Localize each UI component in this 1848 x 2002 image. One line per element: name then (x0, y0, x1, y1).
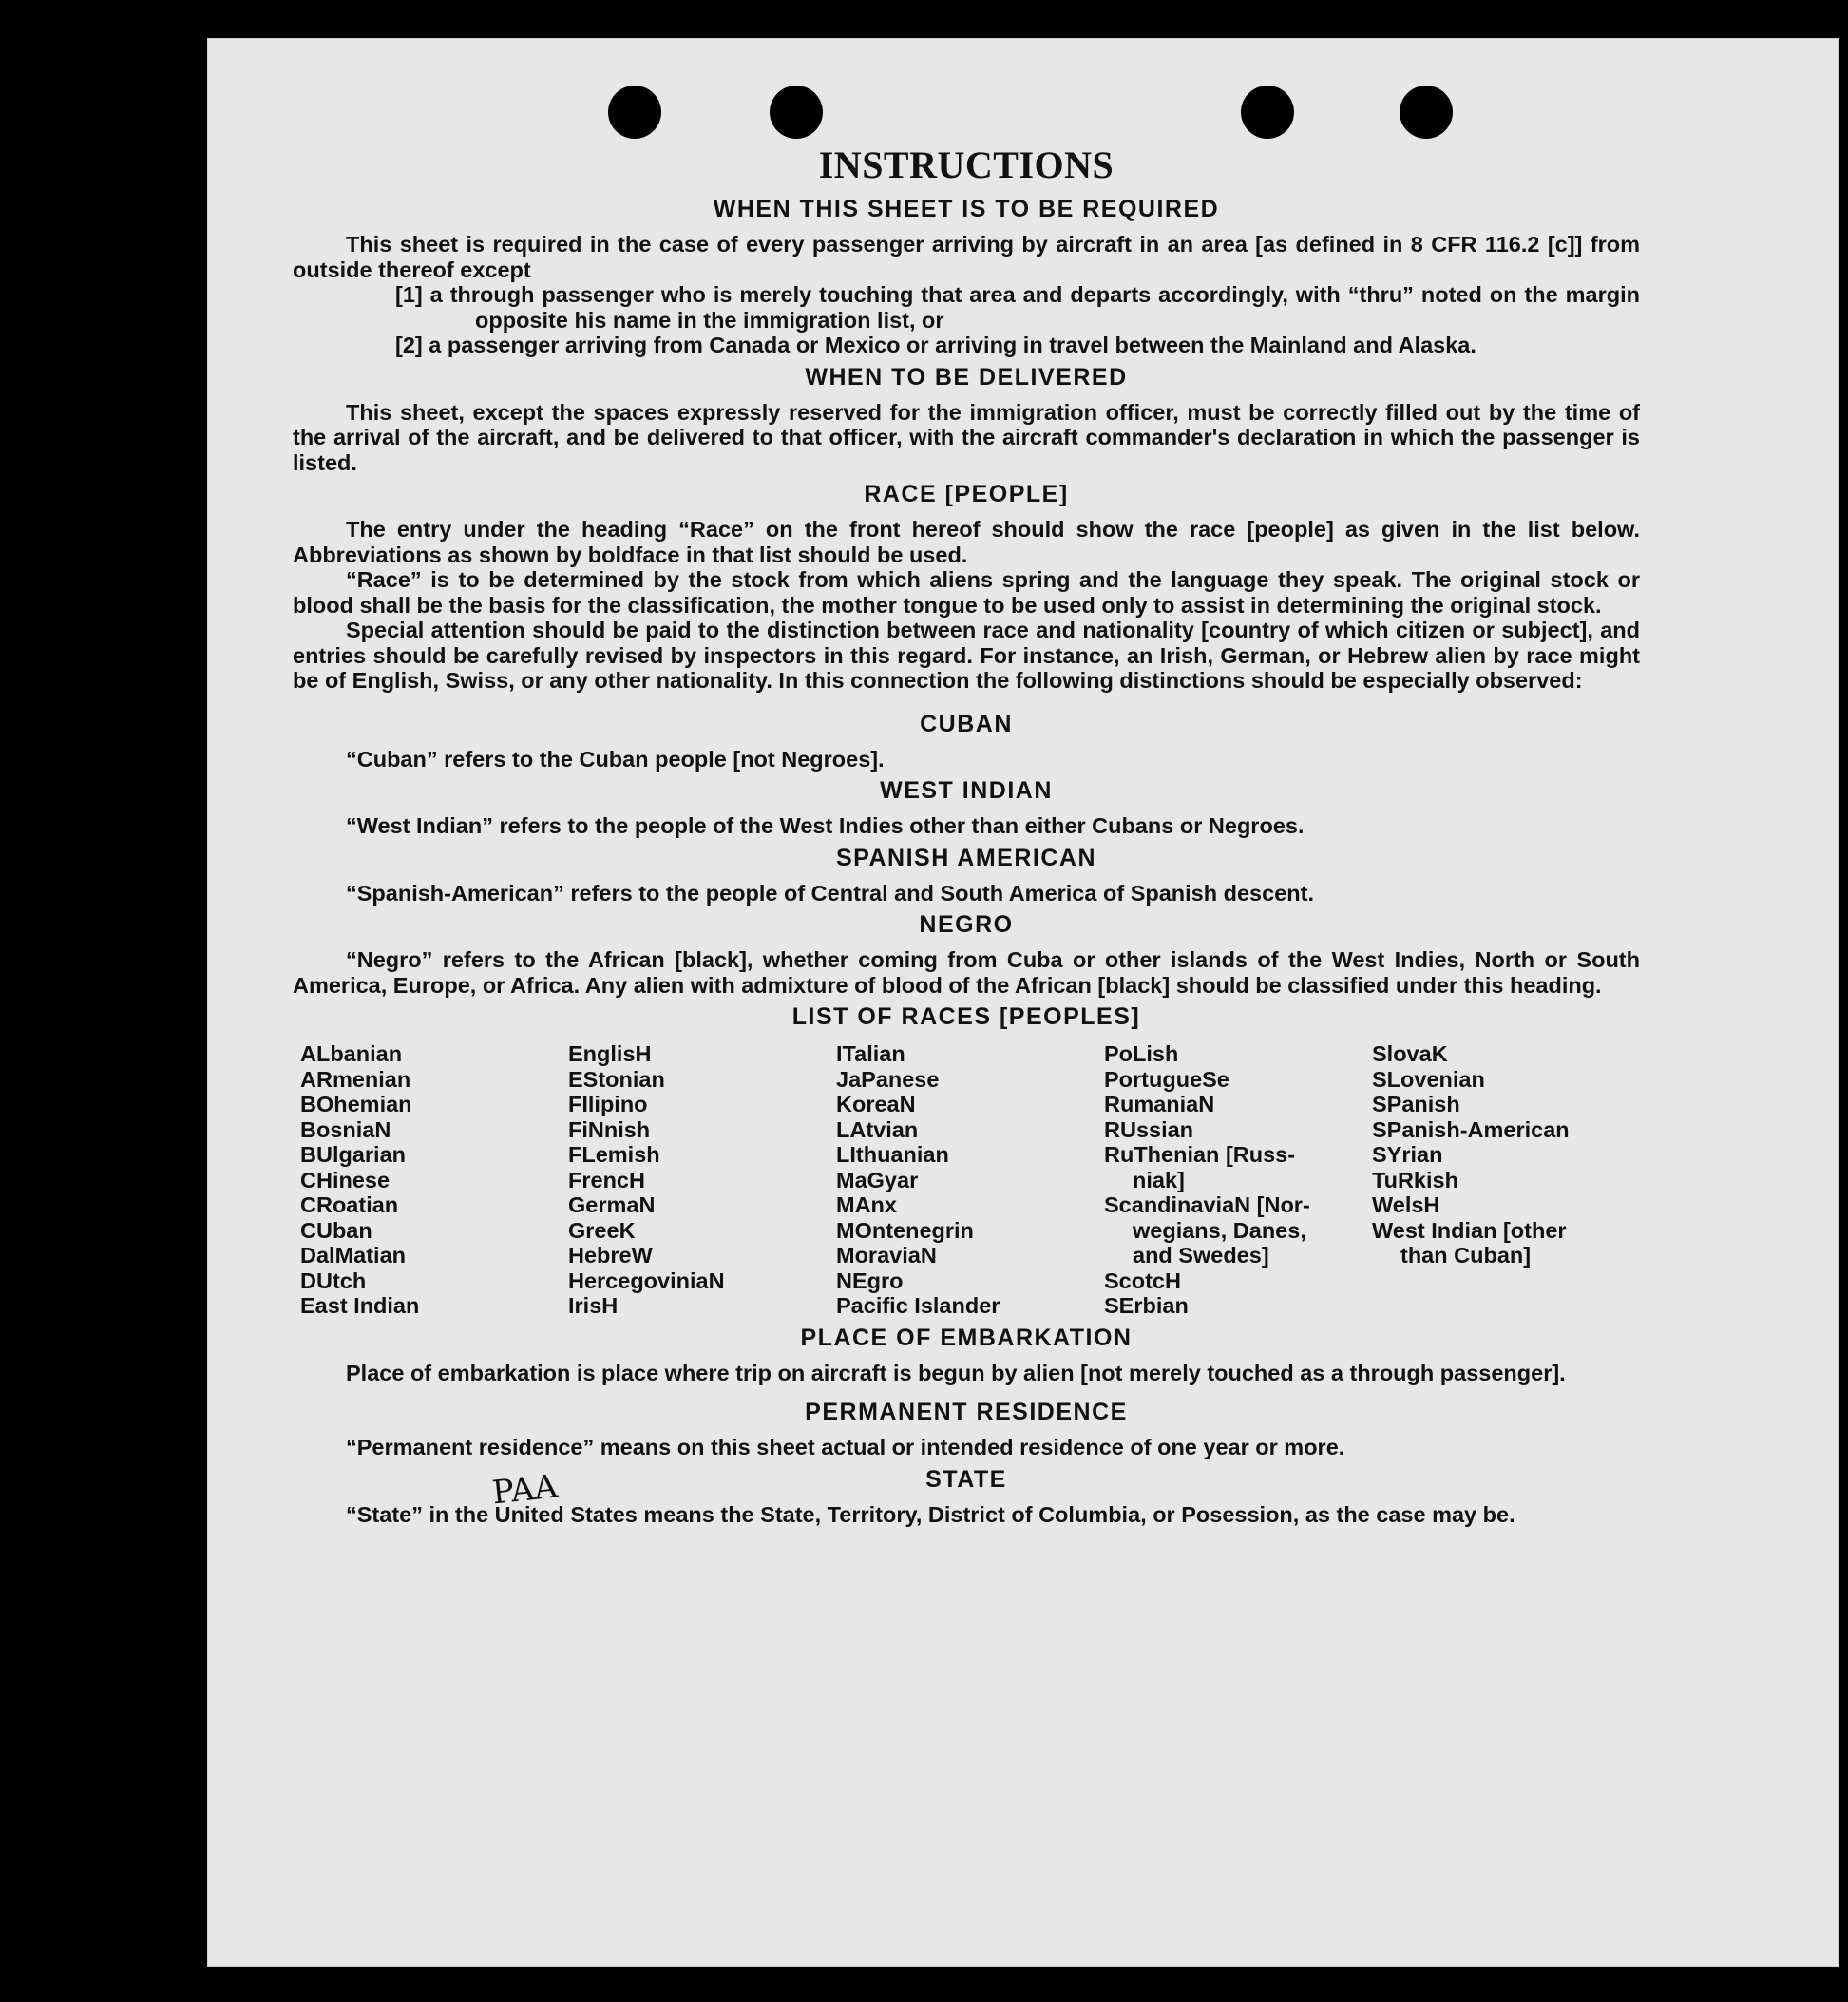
section-heading-residence: PERMANENT RESIDENCE (805, 1399, 1128, 1425)
section-heading-west-indian: WEST INDIAN (880, 777, 1053, 804)
race-entry: ScotcH (1104, 1268, 1181, 1293)
race-entry: EnglisH (568, 1041, 652, 1066)
race-entry: WelsH (1372, 1192, 1440, 1217)
page-title: INSTRUCTIONS (818, 143, 1115, 186)
race-entry: CRoatian (300, 1192, 399, 1217)
race-entry: CUban (300, 1217, 372, 1243)
section-heading-negro: NEGRO (919, 911, 1014, 938)
section-heading-race: RACE [PEOPLE] (864, 481, 1069, 507)
race-entry: FrencH (568, 1167, 645, 1192)
embarkation-text: Place of embarkation is place where trip on aircraft is begun by alien [not merely touched as a through passenger]. (346, 1360, 1566, 1385)
race-entry: SPanish-American (1372, 1116, 1570, 1142)
west-indian-text: “West Indian” refers to the people of the West Indies other than either Cubans or Negroes. (346, 813, 1305, 838)
cuban-text: “Cuban” refers to the Cuban people [not Negroes]. (346, 746, 885, 772)
section-heading-list: LIST OF RACES [PEOPLES] (791, 1003, 1141, 1030)
required-item-2: [2] a passenger arriving from Canada or Mexico or arriving in travel between the Mainland and Alaska. (395, 333, 1476, 357)
races-column-4 (1104, 1041, 1372, 1319)
required-intro: This sheet is required in the case of every passenger arriving by aircraft in an area [as defined in 8 CFR 116.2 [c]] from outside thereof except (293, 232, 1640, 282)
handwritten-mark: PAA (490, 1467, 560, 1513)
race-entry: HercegoviniaN (568, 1268, 725, 1293)
state-text: “State” in the United States means the State, Territory, District of Columbia, or Posession, as the case may be. (346, 1501, 1515, 1527)
race-entry: RuThenian [Russ- (1104, 1142, 1296, 1167)
delivered-text: This sheet, except the spaces expressly reserved for the immigration officer, must be correctly filled out by the time of the arrival of the aircraft, and be delivered to that officer, with the aircraft commander's declaration in which the passenger is listed. (293, 399, 1640, 475)
race-entry: DUtch (300, 1268, 367, 1293)
race-entry: DalMatian (300, 1243, 406, 1268)
punch-hole (1400, 86, 1453, 139)
race-entry: KoreaN (836, 1092, 916, 1116)
races-column-5 (1372, 1041, 1648, 1319)
race-entry: MoraviaN (836, 1243, 937, 1268)
document-page (207, 38, 1839, 1967)
race-entry: PortugueSe (1104, 1066, 1229, 1092)
race-entry: ScandinaviaN [Nor- (1104, 1192, 1310, 1217)
race-entry-continued: and Swedes] (1133, 1243, 1269, 1268)
race-entry: RumaniaN (1104, 1092, 1215, 1116)
punch-hole (1241, 86, 1294, 139)
race-entry: ARmenian (300, 1066, 411, 1092)
race-entry: FLemish (568, 1142, 660, 1167)
race-entry: NEgro (836, 1268, 904, 1293)
race-entry: JaPanese (836, 1066, 940, 1092)
races-list (300, 1041, 1640, 1319)
race-paragraph-2: “Race” is to be determined by the stock from which aliens spring and the language they speak. The original stock or blood shall be the basis for the classification, the mother tongue to be used only to assist in determining the original stock. (293, 567, 1640, 618)
race-entry: GreeK (568, 1217, 636, 1243)
race-entry: SLovenian (1372, 1066, 1485, 1092)
race-entry: LAtvian (836, 1116, 919, 1142)
race-entry: HebreW (568, 1243, 653, 1268)
race-entry: East Indian (300, 1293, 420, 1318)
race-entry: Pacific Islander (836, 1293, 1000, 1318)
section-heading-spanish-american: SPANISH AMERICAN (835, 844, 1096, 871)
race-entry: MaGyar (836, 1167, 919, 1192)
race-paragraph-3: Special attention should be paid to the distinction between race and nationality [country of which citizen or subject], and entries should be carefully revised by inspectors in this regard. For instance, an Irish, German, or Hebrew alien by race might be of English, Swiss, or any other nationality. In this connection the following distinctions should be especially observed: (293, 618, 1640, 693)
race-entry: PoLish (1104, 1041, 1179, 1066)
race-entry: TuRkish (1372, 1167, 1458, 1192)
section-heading-cuban: CUBAN (920, 710, 1013, 737)
section-heading-required: WHEN THIS SHEET IS TO BE REQUIRED (713, 196, 1220, 222)
race-entry: BosniaN (300, 1116, 391, 1142)
race-entry: RUssian (1104, 1116, 1194, 1142)
race-entry: SPanish (1372, 1092, 1460, 1116)
race-entry: FiNnish (568, 1116, 651, 1142)
race-entry: ITalian (836, 1041, 905, 1066)
section-heading-embarkation: PLACE OF EMBARKATION (800, 1324, 1133, 1351)
race-entry: SYrian (1372, 1142, 1443, 1167)
section-heading-delivered: WHEN TO BE DELIVERED (805, 363, 1128, 391)
race-entry: LIthuanian (836, 1142, 949, 1167)
races-column-1 (300, 1041, 568, 1319)
races-column-3 (836, 1041, 1104, 1319)
instructions-body (293, 144, 1640, 1527)
race-entry: CHinese (300, 1167, 391, 1192)
residence-text: “Permanent residence” means on this sheet actual or intended residence of one year or more. (346, 1435, 1345, 1459)
punch-hole (770, 86, 823, 139)
race-entry-continued: than Cuban] (1400, 1243, 1532, 1268)
race-entry: IrisH (568, 1293, 619, 1318)
race-entry-continued: niak] (1133, 1167, 1185, 1192)
race-entry: SlovaK (1372, 1041, 1448, 1066)
race-entry: EStonian (568, 1066, 665, 1092)
race-entry: MOntenegrin (836, 1217, 974, 1243)
race-entry-continued: wegians, Danes, (1133, 1217, 1306, 1243)
punch-hole (608, 86, 661, 139)
race-entry: GermaN (568, 1192, 656, 1217)
race-entry: BUlgarian (300, 1142, 406, 1167)
race-entry: ALbanian (300, 1041, 403, 1066)
race-entry: FIlipino (568, 1092, 648, 1116)
race-entry: West Indian [other (1372, 1217, 1567, 1243)
required-item-1: [1] a through passenger who is merely touching that area and departs accordingly, with “thru” noted on the margin opposite his name in the immigration list, or (395, 282, 1640, 333)
race-entry: MAnx (836, 1192, 897, 1217)
races-column-2 (568, 1041, 836, 1319)
negro-text: “Negro” refers to the African [black], whether coming from Cuba or other islands of the West Indies, North or South America, Europe, or Africa. Any alien with admixture of blood of the African [black] should be classified under this heading. (293, 947, 1640, 998)
race-entry: SErbian (1104, 1293, 1189, 1318)
race-entry: BOhemian (300, 1092, 412, 1116)
spanish-american-text: “Spanish-American” refers to the people of Central and South America of Spanish descent. (346, 880, 1314, 906)
section-heading-state: STATE (925, 1465, 1007, 1493)
race-paragraph-1: The entry under the heading “Race” on the front hereof should show the race [people] as given in the list below. Abbreviations as shown by boldface in that list should be used. (293, 517, 1640, 567)
